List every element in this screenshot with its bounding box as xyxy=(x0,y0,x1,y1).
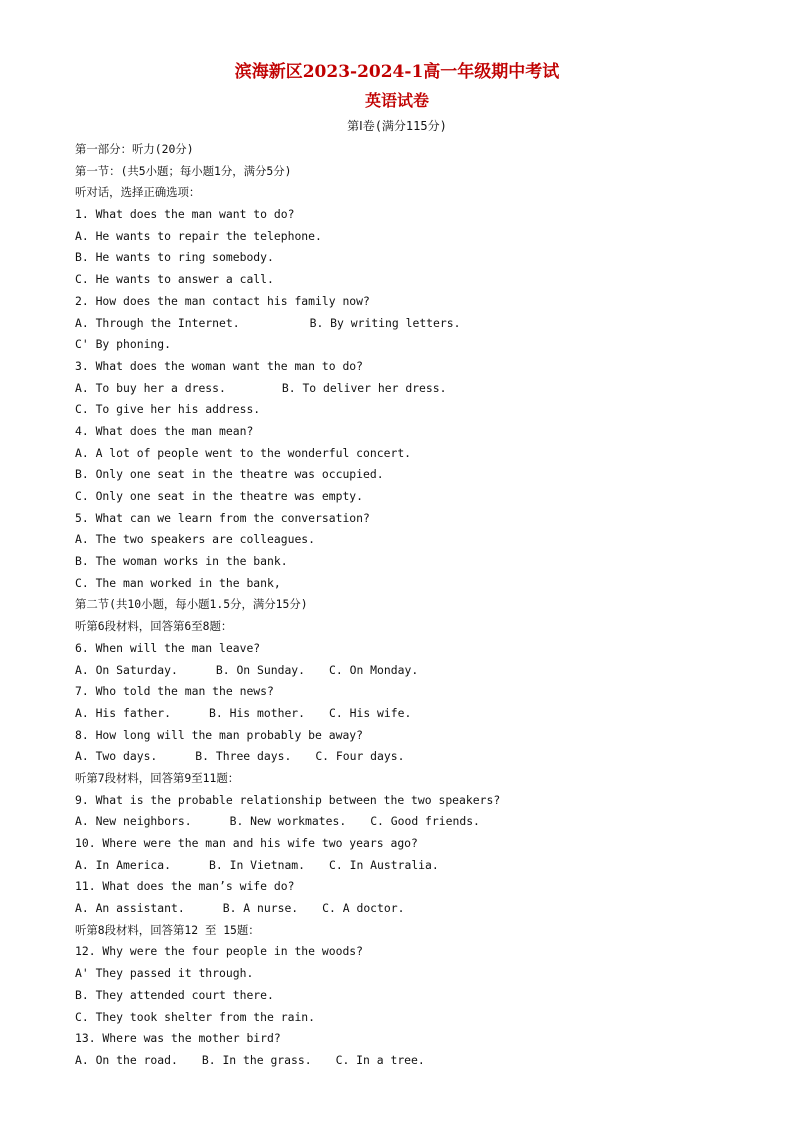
option: A. He wants to repair the telephone. xyxy=(75,228,322,243)
question: 11. What does the man’s wife do? xyxy=(75,879,295,894)
option: B. Three days. xyxy=(195,749,292,764)
option: B. On Sunday. xyxy=(215,662,306,677)
subject-title: 英语试卷 xyxy=(364,91,429,110)
volume-subtitle: 第Ⅰ卷(满分115分) xyxy=(347,119,447,133)
option-row xyxy=(75,660,755,682)
option: B. To deliver her dress. xyxy=(281,380,447,395)
option: A. In America. xyxy=(75,857,172,872)
option: C. Only one seat in the theatre was empty. xyxy=(75,489,364,503)
question: 2. How does the man contact his family now? xyxy=(75,293,370,308)
section-heading: 第一节：(共5小题；每小题1分，满分5分) xyxy=(75,163,292,178)
question: 9. What is the probable relationship between the two speakers? xyxy=(75,792,501,807)
option: C. Four days. xyxy=(315,749,405,764)
option: A. New neighbors. xyxy=(75,814,192,829)
question: 4. What does the man mean? xyxy=(75,423,254,438)
exam-body xyxy=(75,139,755,1072)
option: A. To buy her a dress. xyxy=(75,380,226,395)
instruction: 听对话，选择正确选项： xyxy=(75,185,201,200)
material-heading: 听第7段材料，回答第9至11题： xyxy=(75,770,240,785)
option: C. To give her his address. xyxy=(75,402,261,417)
option: A. Two days. xyxy=(75,749,158,764)
question: 13. Where was the mother bird? xyxy=(75,1031,281,1046)
option-row xyxy=(75,313,755,335)
section-heading: 第二节(共10小题，每小题1.5分，满分15分) xyxy=(75,597,308,612)
option: C. In Australia. xyxy=(329,857,439,872)
option-row xyxy=(75,746,755,768)
option: B. His mother. xyxy=(209,705,306,720)
option-row xyxy=(75,378,755,400)
option: B. In Vietnam. xyxy=(209,857,306,872)
question: 3. What does the woman want the man to do? xyxy=(75,358,364,373)
option: B. The woman works in the bank. xyxy=(75,554,288,569)
material-heading: 听第8段材料，回答第12 至 15题： xyxy=(75,922,260,937)
question: 8. How long will the man probably be away? xyxy=(75,727,364,742)
option-row xyxy=(75,703,755,725)
option: C. A doctor. xyxy=(322,901,405,916)
option: C' By phoning. xyxy=(75,337,172,352)
option: B. New workmates. xyxy=(229,814,347,829)
option: B. In the grass. xyxy=(201,1052,312,1067)
question: 7. Who told the man the news? xyxy=(75,684,274,699)
option-row xyxy=(75,811,755,833)
option: A. The two speakers are colleagues. xyxy=(75,532,316,547)
option: B. He wants to ring somebody. xyxy=(75,250,274,265)
question: 1. What does the man want to do? xyxy=(75,207,295,222)
question: 10. Where were the man and his wife two years ago? xyxy=(75,836,418,850)
option: C. His wife. xyxy=(329,705,412,720)
option: C. He wants to answer a call. xyxy=(75,272,274,287)
option: A. On Saturday. xyxy=(75,662,178,677)
option: B. They attended court there. xyxy=(75,987,274,1002)
option: A. Through the Internet. xyxy=(75,315,240,330)
option: C. In a tree. xyxy=(335,1052,425,1067)
option: A. A lot of people went to the wonderful concert. xyxy=(75,445,412,460)
option: A' They passed it through. xyxy=(75,966,254,981)
question: 12. Why were the four people in the woods? xyxy=(75,944,364,959)
option: C. Good friends. xyxy=(370,814,480,829)
question: 5. What can we learn from the conversation? xyxy=(75,510,370,525)
exam-title: 滨海新区2023-2024-1高一年级期中考试 xyxy=(234,62,560,82)
option: B. Only one seat in the theatre was occupied. xyxy=(75,467,384,482)
option: C. The man worked in the bank, xyxy=(75,575,281,590)
material-heading: 听第6段材料，回答第6至8题： xyxy=(75,619,233,634)
option-row xyxy=(75,1050,755,1072)
option: B. By writing letters. xyxy=(309,315,461,330)
option-row xyxy=(75,855,755,877)
question: 6. When will the man leave? xyxy=(75,640,261,655)
option: A. His father. xyxy=(75,705,172,720)
option: C. They took shelter from the rain. xyxy=(75,1009,316,1024)
option-row xyxy=(75,898,755,920)
option: C. On Monday. xyxy=(329,662,419,677)
option: A. On the road. xyxy=(75,1052,178,1067)
option: A. An assistant. xyxy=(75,901,185,916)
option: B. A nurse. xyxy=(222,901,299,916)
part-heading: 第一部分：听力(20分) xyxy=(75,142,194,156)
